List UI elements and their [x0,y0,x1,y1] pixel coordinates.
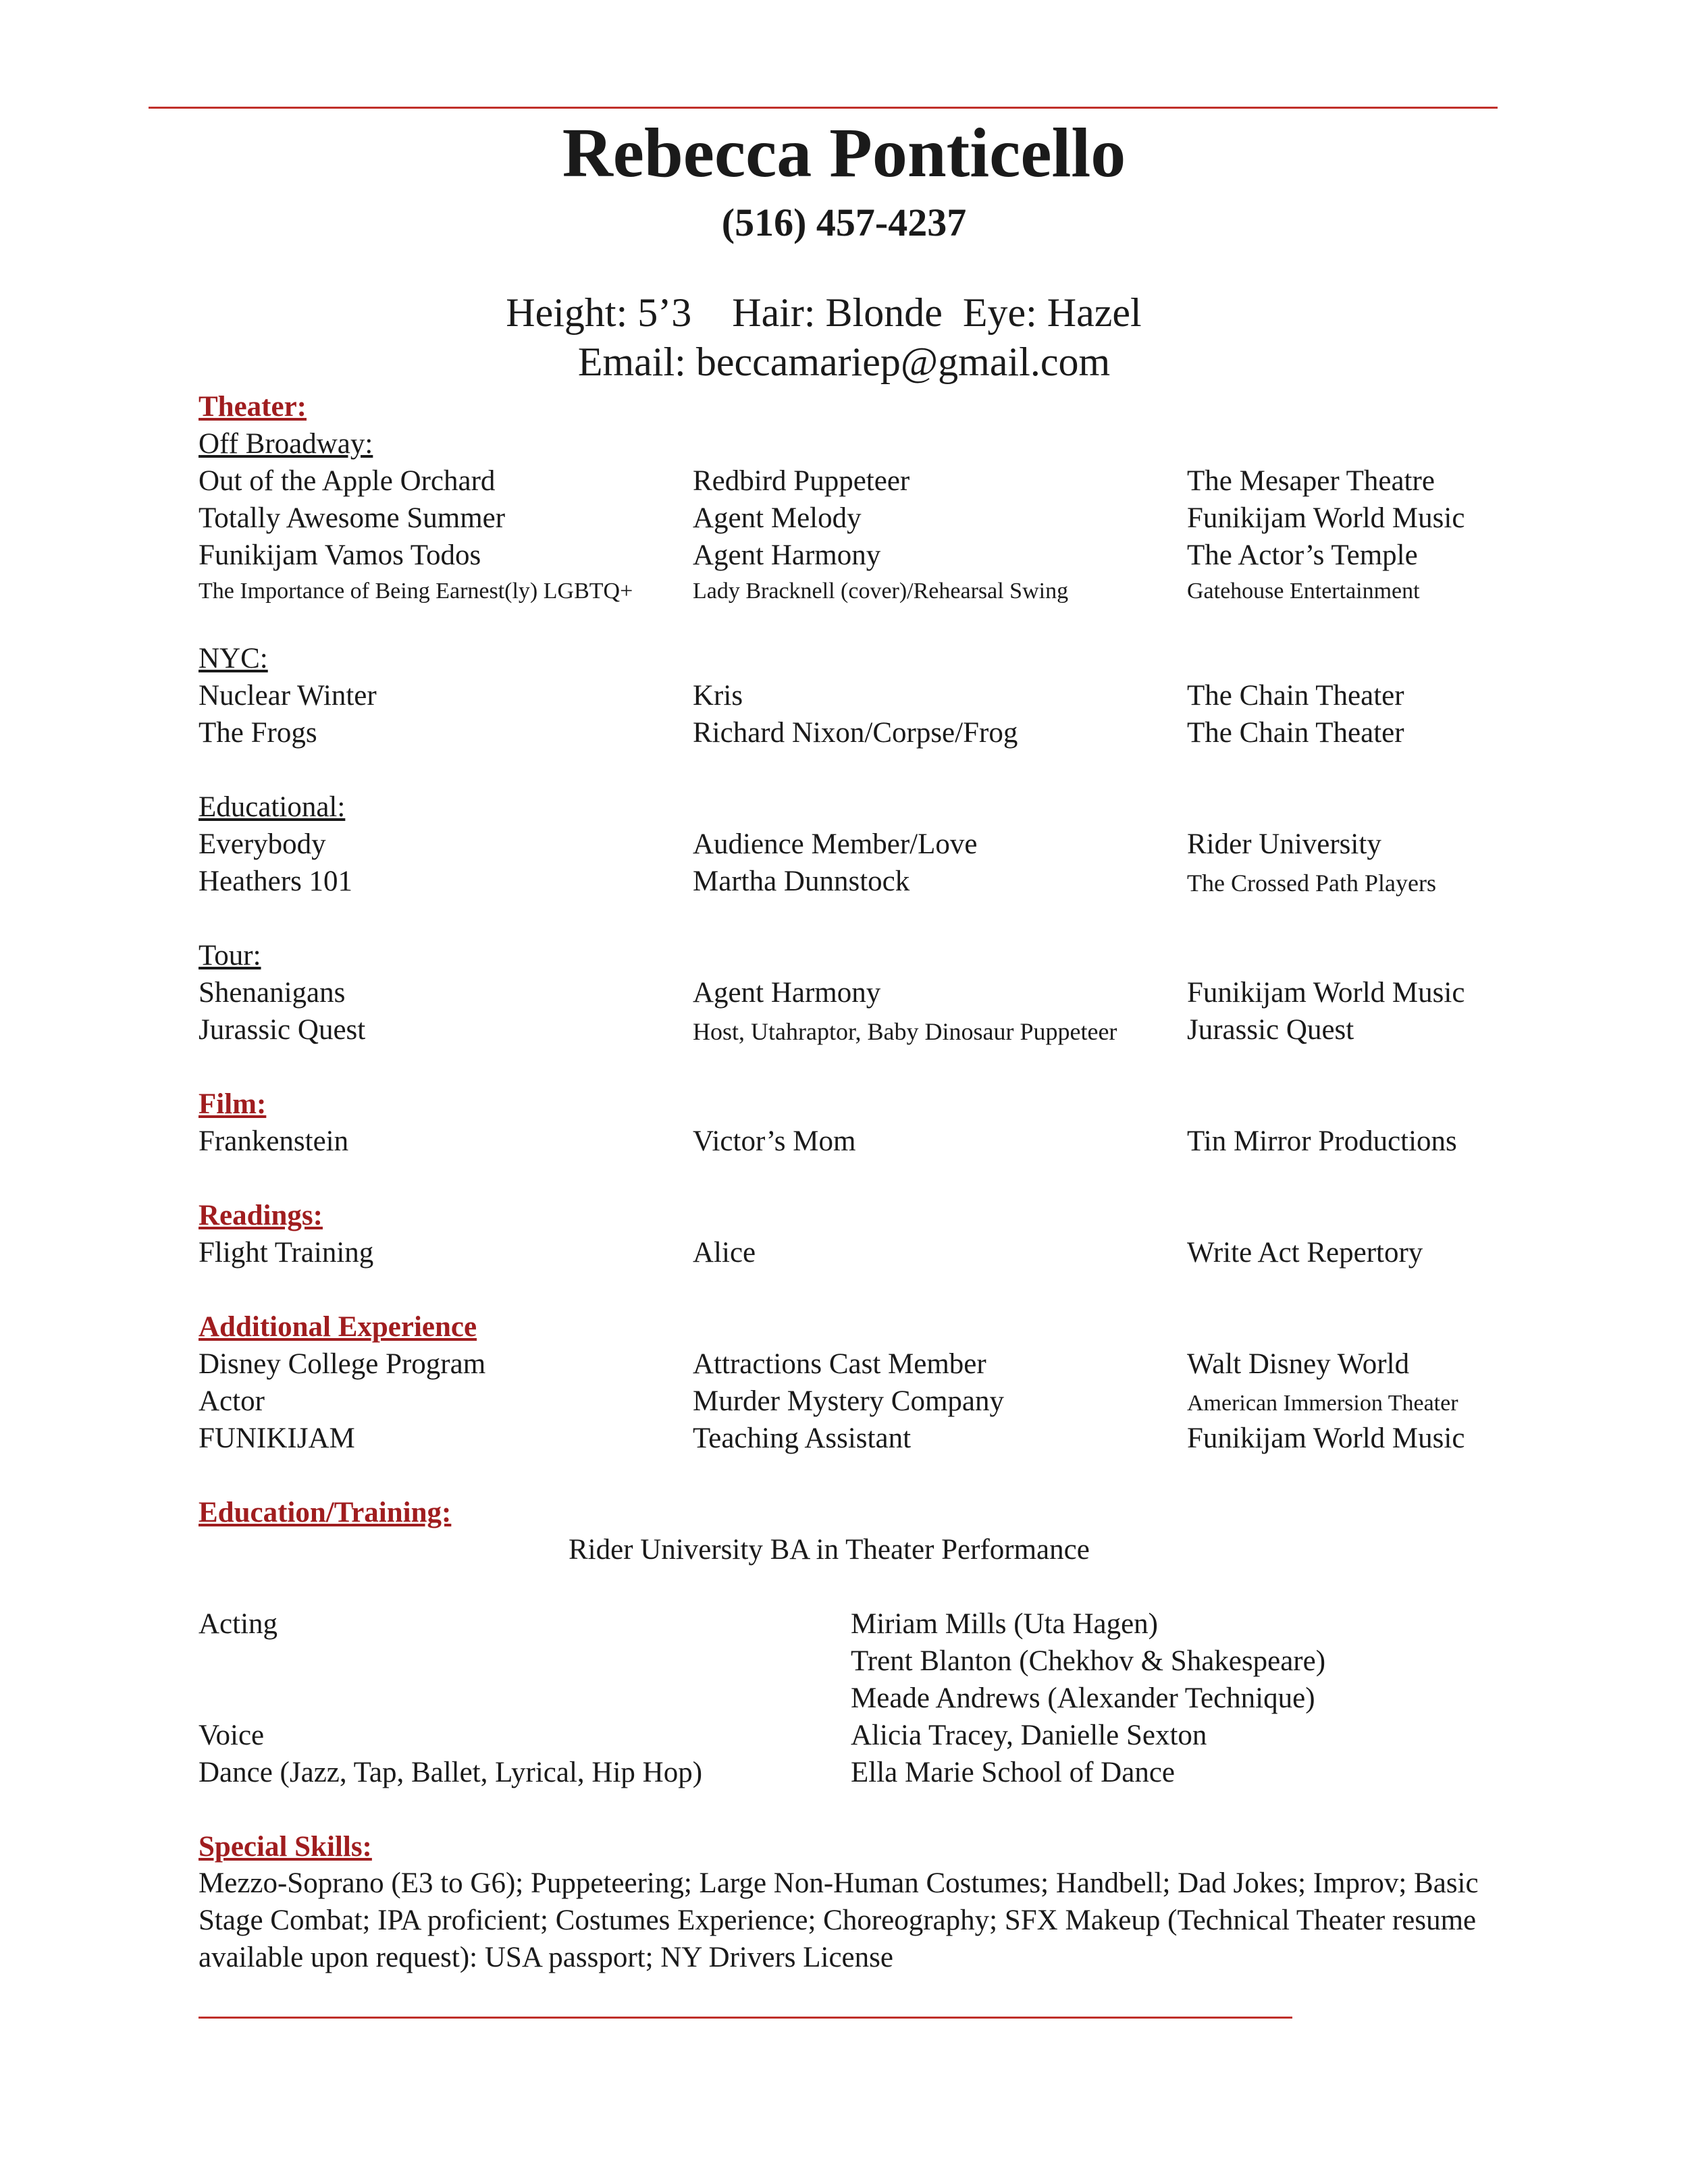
credit-role: Audience Member/Love [693,828,978,860]
physical-stats: Height: 5’3 Hair: Blonde Eye: Hazel [506,290,1142,335]
credit-company: The Mesaper Theatre [1187,465,1435,497]
credit-show: Jurassic Quest [199,1014,366,1046]
credit-role: Agent Melody [693,502,862,534]
credit-company: Funikijam World Music [1187,977,1465,1009]
credit-role: Agent Harmony [693,977,881,1009]
credit-company: Rider University [1187,828,1381,860]
phone-number: (516) 457-4237 [721,201,967,244]
section-theater: Theater: [199,391,307,423]
credit-role: Redbird Puppeteer [693,465,910,497]
section-additional-experience: Additional Experience [199,1311,477,1343]
credit-show: Out of the Apple Orchard [199,465,496,497]
credit-row [199,575,1549,612]
top-divider [149,107,1498,109]
credit-row [199,867,1549,905]
section-readings: Readings: [199,1200,323,1231]
credit-row [199,1127,1549,1165]
credit-show: Funikijam Vamos Todos [199,539,481,571]
credit-show: Frankenstein [199,1125,349,1157]
credit-show: Heathers 101 [199,865,353,897]
training-row [199,1647,1549,1684]
training-row [199,1758,1549,1796]
training-teacher: Meade Andrews (Alexander Technique) [851,1682,1315,1714]
training-area: Acting [199,1608,278,1640]
training-teacher: Alicia Tracey, Danielle Sexton [851,1720,1207,1751]
credit-show: Disney College Program [199,1348,486,1380]
credit-row [199,1015,1549,1053]
credit-show: The Importance of Being Earnest(ly) LGBTQ+ [199,579,633,604]
credit-company: Jurassic Quest [1187,1014,1354,1046]
credit-show: Nuclear Winter [199,680,377,712]
credit-company: Gatehouse Entertainment [1187,579,1420,604]
credit-show: Flight Training [199,1237,374,1269]
credit-role: Alice [693,1237,756,1269]
training-row [199,1609,1549,1647]
credit-company: The Crossed Path Players [1187,870,1436,897]
credit-role: Kris [693,680,743,712]
training-teacher: Miriam Mills (Uta Hagen) [851,1608,1158,1640]
resume-name: Rebecca Ponticello [562,114,1126,192]
section-film: Film: [199,1088,267,1120]
training-teacher: Trent Blanton (Chekhov & Shakespeare) [851,1645,1326,1677]
credit-show: FUNIKIJAM [199,1422,355,1454]
degree-line: Rider University BA in Theater Performance [569,1534,1090,1566]
credit-show: The Frogs [199,717,317,749]
credit-company: American Immersion Theater [1187,1391,1458,1416]
credit-show: Actor [199,1385,265,1417]
credit-role: Teaching Assistant [693,1422,912,1454]
credit-company: The Chain Theater [1187,717,1404,749]
bottom-divider [199,2017,1292,2019]
credit-row [199,718,1549,756]
credit-company: The Chain Theater [1187,680,1404,712]
subsection-educational: Educational: [199,791,346,823]
credit-company: Write Act Repertory [1187,1237,1423,1269]
credit-row [199,1350,1549,1387]
credit-role: Attractions Cast Member [693,1348,986,1380]
training-teacher: Ella Marie School of Dance [851,1757,1175,1788]
credit-row [199,1424,1549,1462]
credit-company: Walt Disney World [1187,1348,1410,1380]
subsection-nyc: NYC: [199,643,268,674]
credit-row [199,467,1549,504]
subsection-off-broadway: Off Broadway: [199,428,373,460]
credit-role: Richard Nixon/Corpse/Frog [693,717,1018,749]
credit-company: The Actor’s Temple [1187,539,1418,571]
section-special-skills: Special Skills: [199,1831,372,1863]
credit-row [199,830,1549,868]
email-line: Email: beccamariep@gmail.com [577,340,1111,384]
credit-show: Shenanigans [199,977,346,1009]
credit-show: Everybody [199,828,326,860]
credit-row [199,1387,1549,1424]
training-area: Voice [199,1720,265,1751]
training-row [199,1684,1549,1722]
credit-company: Funikijam World Music [1187,1422,1465,1454]
credit-role: Victor’s Mom [693,1125,856,1157]
credit-role: Martha Dunnstock [693,865,910,897]
credit-role: Lady Bracknell (cover)/Rehearsal Swing [693,579,1069,604]
credit-company: Tin Mirror Productions [1187,1125,1457,1157]
subsection-tour: Tour: [199,940,261,971]
credit-show: Totally Awesome Summer [199,502,506,534]
credit-row [199,504,1549,541]
credit-row [199,978,1549,1016]
special-skills-text: Mezzo-Soprano (E3 to G6); Puppeteering; Large Non-Human Costumes; Handbell; Dad Jokes; Improv; Basic Stage Combat; IPA proficient; Costumes Experience; Choreography; SFX Makeup (Technical Theater resume available upon request): USA passport; NY Drivers License [199,1867,1479,1973]
training-row [199,1721,1549,1759]
credit-role: Host, Utahraptor, Baby Dinosaur Puppeteer [693,1018,1117,1045]
training-area: Dance (Jazz, Tap, Ballet, Lyrical, Hip Hop) [199,1757,703,1788]
section-education-training: Education/Training: [199,1497,452,1528]
credit-role: Murder Mystery Company [693,1385,1004,1417]
credit-row [199,541,1549,579]
credit-row [199,681,1549,719]
credit-role: Agent Harmony [693,539,881,571]
credit-row [199,1238,1549,1276]
credit-company: Funikijam World Music [1187,502,1465,534]
